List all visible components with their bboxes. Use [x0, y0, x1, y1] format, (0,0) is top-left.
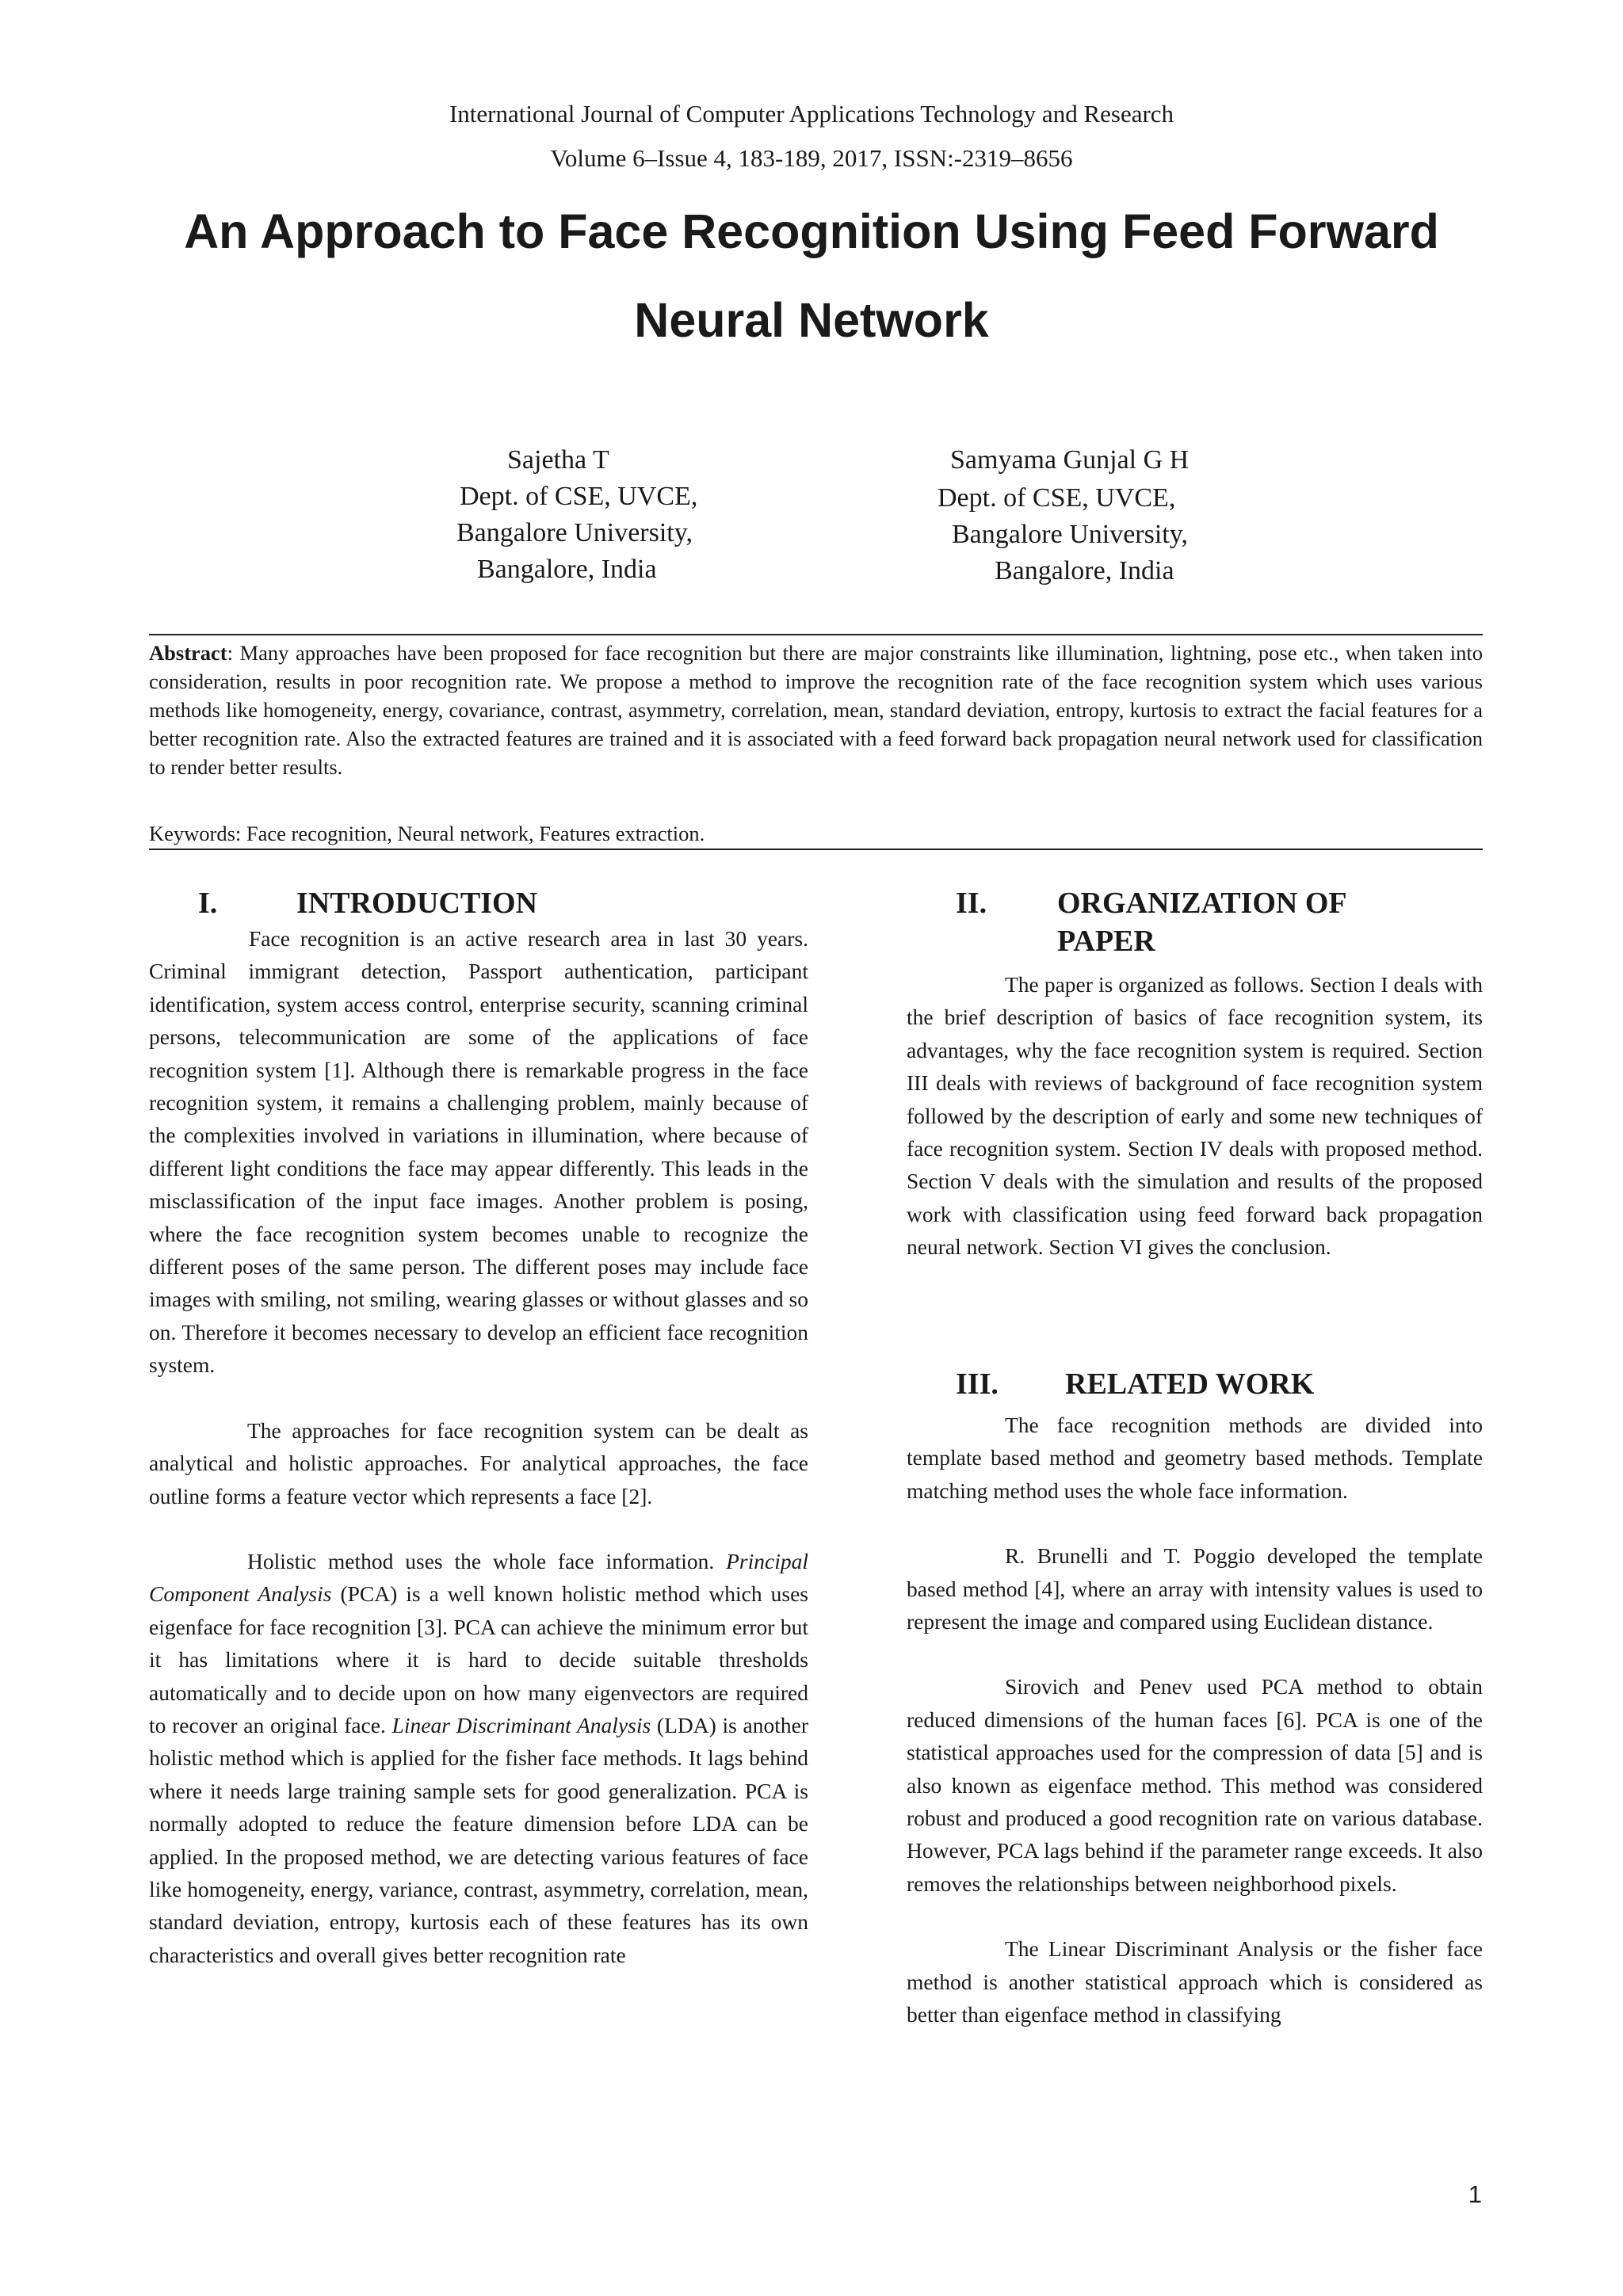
section-2-number: II.	[956, 887, 987, 920]
abstract-label: Abstract	[149, 641, 227, 665]
related-paragraph-4: The Linear Discriminant Analysis or the fisher face method is another statistical approach which is considered as better than eigenface method in classifying	[907, 1936, 1483, 2027]
intro-paragraph-1: Face recognition is an active research area in last 30 years. Criminal immigrant detection, Passport authentication, participant identification, system access control, enterprise security, scanning criminal persons, telecommunication are some of the applications of face recognition system [1]. Although there is remarkable progress in the face recognition system, it remains a challenging problem, mainly because of the complexities involved in variations in illumination, where because of different light conditions the face may appear differently. This leads in the misclassification of the input face images. Another problem is posing, where the face recognition system becomes unable to recognize the different poses of the same person. The different poses may include face images with smiling, not smiling, wearing glasses or without glasses and so on. Therefore it becomes necessary to develop an efficient face recognition system.	[149, 926, 808, 1378]
related-paragraph-1: The face recognition methods are divided into template based method and geometry based methods. Template matching method uses the whole face information.	[907, 1413, 1483, 1503]
keywords-bottom-rule	[149, 849, 1483, 850]
right-column-bottom	[907, 1409, 1483, 2031]
intro-paragraph-3-part-c: (LDA) is another holistic method which is applied for the fisher face methods. It lags behind where it needs large training sample sets for good generalization. PCA is normally adopted to reduce the feature dimension before LDA can be applied. In the proposed method, we are detecting various features of face like homogeneity, energy, variance, contrast, asymmetry, correlation, mean, standard deviation, entropy, kurtosis each of these features has its own characteristics and overall gives better recognition rate	[149, 1712, 808, 1967]
paper-title-line-1: An Approach to Face Recognition Using Feed Forward	[184, 204, 1439, 258]
author-1-name: Sajetha T	[507, 445, 609, 475]
section-1-number: I.	[198, 887, 218, 920]
author-2-university: Bangalore University,	[952, 520, 1189, 549]
keywords: Keywords: Face recognition, Neural network, Features extraction.	[149, 822, 705, 845]
author-2	[938, 442, 1189, 589]
abstract	[149, 639, 1483, 781]
section-1-heading	[198, 884, 537, 922]
intro-paragraph-3-part-a: Holistic method uses the whole face information.	[247, 1548, 727, 1573]
abstract-text: : Many approaches have been proposed for face recognition but there are major constraints like illumination, lightning, pose etc., when taken into consideration, results in poor recognition rate. We propose a method to improve the recognition rate of the face recognition system which uses various methods like homogeneity, energy, covariance, contrast, asymmetry, correlation, mean, standard deviation, entropy, kurtosis to extract the facial features for a better recognition rate. Also the extracted features are trained and it is associated with a feed forward back propagation neural network used for classification to render better results.	[149, 641, 1483, 779]
organization-paragraph-1: The paper is organized as follows. Section I deals with the brief description of basics of face recognition system, its advantages, why the face recognition system is required. Section III deals with reviews of background of face recognition system followed by the description of early and some new techniques of face recognition system. Section IV deals with proposed method. Section V deals with the simulation and results of the proposed work with classification using feed forward back propagation neural network. Section VI gives the conclusion.	[907, 972, 1483, 1260]
intro-paragraph-3-part-b: (PCA) is a well known holistic method which uses eigenface for face recognition [3]. PCA can achieve the minimum error but it has limitations where it is hard to decide suitable thresholds automatically and to decide upon on how many eigenvectors are required to recover an original face.	[149, 1581, 808, 1737]
author-1-university: Bangalore University,	[456, 518, 693, 547]
author-2-dept: Dept. of CSE, UVCE,	[938, 483, 1176, 513]
related-paragraph-2: R. Brunelli and T. Poggio developed the template based method [4], where an array with intensity values is used to represent the image and compared using Euclidean distance.	[907, 1543, 1483, 1634]
journal-name: International Journal of Computer Applications Technology and Research	[449, 100, 1174, 128]
section-2-heading	[956, 884, 1347, 960]
paper-title-line-2: Neural Network	[634, 293, 989, 347]
author-1-city: Bangalore, India	[477, 555, 657, 584]
section-3-title: RELATED WORK	[1065, 1367, 1315, 1401]
section-3-heading	[956, 1365, 1314, 1403]
pca-term: Principal Component Analysis	[149, 1548, 808, 1607]
left-column	[149, 922, 808, 1971]
section-1-title: INTRODUCTION	[296, 887, 538, 920]
intro-paragraph-2: The approaches for face recognition system can be dealt as analytical and holistic approaches. For analytical approaches, the face outline forms a feature vector which represents a face [2].	[149, 1417, 808, 1508]
abstract-top-rule	[149, 634, 1483, 635]
section-2-title-line-2: PAPER	[1057, 925, 1155, 958]
author-1	[456, 442, 698, 588]
related-paragraph-3: Sirovich and Penev used PCA method to obtain reduced dimensions of the human faces [6]. PCA is one of the statistical approaches used for the compression of data [5] and is also known as eigenface method. This method was considered robust and produced a good recognition rate on various database. However, PCA lags behind if the parameter range exceeds. It also removes the relationships between neighborhood pixels.	[907, 1674, 1483, 1896]
author-1-dept: Dept. of CSE, UVCE,	[460, 482, 698, 511]
intro-paragraph-3	[149, 1545, 808, 1971]
section-3-number: III.	[956, 1367, 999, 1401]
page-number: 1	[1468, 2180, 1482, 2208]
section-2-title-line-1: ORGANIZATION OF	[1057, 887, 1347, 920]
author-2-name: Samyama Gunjal G H	[950, 445, 1190, 475]
journal-volume: Volume 6–Issue 4, 183-189, 2017, ISSN:-2319–8656	[550, 144, 1073, 172]
lda-term: Linear Discriminant Analysis	[391, 1712, 651, 1737]
right-column-top	[907, 968, 1483, 1264]
author-2-city: Bangalore, India	[995, 556, 1174, 585]
